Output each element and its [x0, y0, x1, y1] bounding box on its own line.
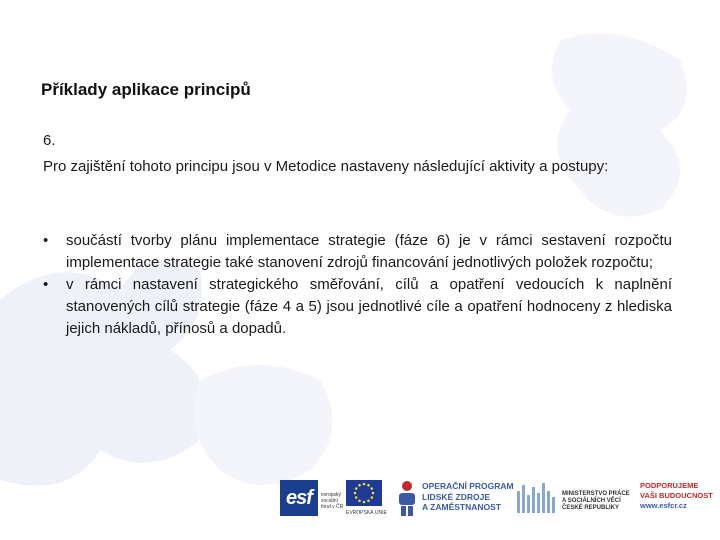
esf-caption-2: sociální — [321, 498, 338, 504]
bullet-item — [43, 230, 672, 274]
esf-caption-1: evropský — [321, 492, 342, 498]
bullet-text: v rámci nastavení strategického směřování, cílů a opatření vedoucích k naplnění stanovených cílů strategie (fáze 4 a 5) jsou jednotlivé cíle a opatření hodnoceny z hlediska jejich nákladů, přínosů a dopadů. — [66, 276, 672, 337]
eu-flag-icon — [346, 480, 382, 506]
mpsv-line-2: A SOCIÁLNÍCH VĚCÍ — [562, 498, 621, 504]
esf-caption-3: fond v ČR — [321, 504, 344, 510]
mpsv-logo-icon — [516, 481, 556, 515]
pod-line-2: VAŠI BUDOUCNOST — [640, 491, 713, 500]
podporujeme-logo — [640, 481, 713, 511]
pod-url: www.esfcr.cz — [640, 501, 687, 510]
eu-caption: EVROPSKÁ UNIE — [346, 510, 387, 516]
mpsv-line-1: MINISTERSTVO PRÁCE — [562, 491, 630, 497]
bullet-marker: • — [43, 232, 49, 249]
pod-line-1: PODPORUJEME — [640, 481, 699, 490]
op-line-2: LIDSKÉ ZDROJE — [422, 491, 491, 502]
bullet-item — [43, 274, 672, 340]
section-number: 6. — [43, 132, 56, 149]
op-line-3: A ZAMĚSTNANOST — [422, 502, 502, 512]
op-figure-icon — [396, 480, 418, 518]
logo-strip — [278, 478, 718, 522]
mpsv-line-3: ČESKÉ REPUBLIKY — [562, 505, 620, 511]
mpsv-logo-text — [562, 491, 630, 512]
esf-logo: esf — [280, 480, 318, 516]
bullet-marker: • — [43, 276, 49, 293]
op-line-1: OPERAČNÍ PROGRAM — [422, 481, 514, 491]
slide-title: Příklady aplikace principů — [41, 80, 251, 99]
bullet-list — [43, 230, 672, 340]
intro-paragraph: Pro zajištění tohoto principu jsou v Metodice nastaveny následující aktivity a postupy: — [43, 158, 609, 175]
bullet-text: součástí tvorby plánu implementace strategie (fáze 6) je v rámci sestavení rozpočtu implementace strategie také stanovení zdrojů financování jednotlivých položek rozpočtu; — [66, 232, 672, 271]
op-logo-text — [422, 481, 514, 513]
